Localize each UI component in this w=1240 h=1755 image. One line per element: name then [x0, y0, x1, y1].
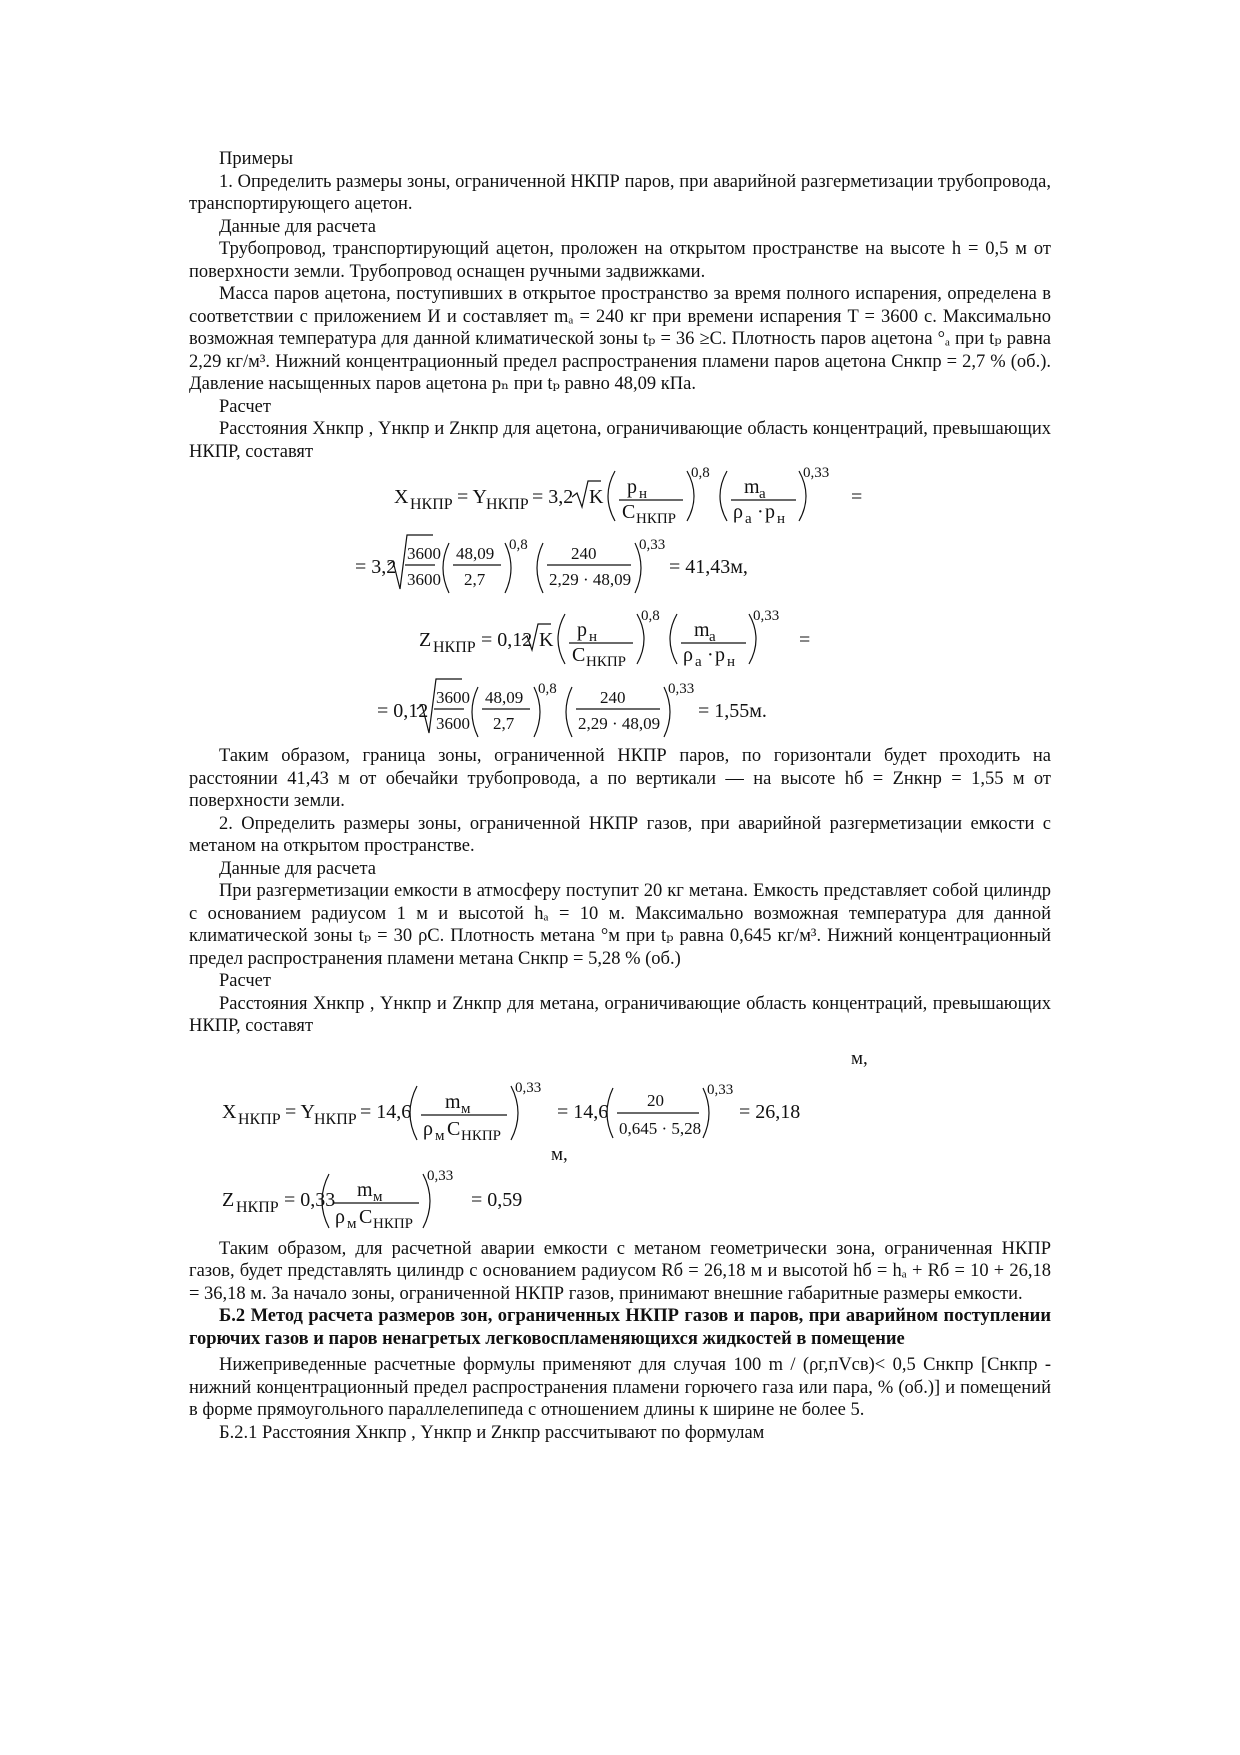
f1-t1: 3600: [407, 544, 441, 563]
methane-distances-intro: Расстояния Xнкпр , Yнкпр и Zнкпр для метана, ограничивающие область концентраций, превышающих НКПР, составят: [189, 993, 1051, 1036]
acetone-formula-block: [189, 463, 1051, 745]
f2-unit-1: м,: [851, 1047, 868, 1069]
f1-dot2: ·: [707, 644, 714, 666]
section-b2-conditions: Нижеприведенные расчетные формулы применяют для случая 100 m / (ρг,пVсв)< 0,5 Cнкпр [Cнкпр - нижний концентрационный предел распространения пламени горючего газа или пара, % (об.)] и помещений в форме прямоугольного параллелепипеда с отношением длины к ширине не более 5.: [189, 1355, 1051, 1420]
input-data-heading-1: Данные для расчета: [219, 216, 377, 237]
f1-exp2-c: 0,33: [753, 608, 780, 624]
f2-sub-z: НКПР: [236, 1198, 279, 1216]
f2-c-sub: НКПР: [461, 1127, 502, 1144]
f1-coef3: = 0,12: [481, 629, 533, 651]
f2-den: 0,645 · 5,28: [619, 1118, 702, 1138]
f1-exp1-d: 0,8: [538, 681, 557, 697]
f2-n20: 20: [647, 1090, 664, 1110]
calculation-heading-2: Расчет: [219, 971, 271, 991]
f2-exp-b: 0,33: [707, 1081, 734, 1098]
f1-rho2-sub: а: [695, 654, 702, 670]
example-1-task: 1. Определить размеры зоны, ограниченной НКПР паров, при аварийной разгерметизации трубопровода, транспортирующего ацетон.: [189, 171, 1051, 214]
f1-pn1: p: [627, 476, 637, 498]
f1-coef2: = 3,2: [355, 556, 397, 578]
f1-240-b: 240: [600, 688, 626, 707]
f1-lhs-x: X: [394, 486, 409, 508]
f1-v2: 2,7: [464, 570, 486, 589]
example-2-task: 2. Определить размеры зоны, ограниченной НКПР газов, при аварийной разгерметизации емкости с метаном на открытом пространстве.: [189, 813, 1051, 856]
f2-exp-a: 0,33: [515, 1079, 542, 1096]
f2-res: = 26,18: [739, 1100, 801, 1123]
f2-exp-c: 0,33: [427, 1167, 454, 1184]
f2-rho: ρ: [423, 1117, 433, 1140]
f1-pn2-sub: н: [589, 629, 598, 645]
f2-zrho-sub: м: [347, 1215, 357, 1232]
f1-res2: = 1,55м.: [698, 700, 767, 722]
f1-v1b: 48,09: [485, 688, 524, 707]
f1-rho1: ρ: [733, 501, 743, 523]
f2-lhs-x: X: [222, 1100, 237, 1123]
f2-lhs-z: Z: [222, 1188, 235, 1211]
f2-rho-sub: м: [435, 1127, 445, 1144]
f1-res1: = 41,43м,: [669, 556, 748, 578]
f1-exp1-a: 0,8: [691, 465, 710, 481]
f2-zcoef: = 0,33: [284, 1188, 336, 1211]
f1-coef1: = 3,2: [532, 486, 574, 508]
f1-pn2b-sub: н: [727, 654, 736, 670]
acetone-parameters: Масса паров ацетона, поступивших в открытое пространство за время полного испарения, определена в соответствии с приложением И и составляет mₐ = 240 кг при времени испарения T = 3600 с. Максимально возможная температура для данной климатической зоны tₚ = 36 ≥C. Плотность паров ацетона °ₐ при tₚ равна 2,29 кг/м³. Нижний концентрационный предел распространения пламени паров ацетона Cнкпр = 2,7 % (об.). Давление насыщенных паров ацетона pₙ при tₚ равно 48,09 кПа.: [189, 284, 1051, 394]
f2-eq2: = 14,6: [557, 1100, 609, 1123]
methane-conclusion: Таким образом, для расчетной аварии емкости с метаном геометрически зона, ограниченная НКПР газов, будет представлять цилиндр с основанием радиусом Rб = 26,18 м и высотой hб = hₐ + Rб = 10 + 26,18 = 36,18 м. За начало зоны, ограниченной НКПР газов, принимают внешние габаритные размеры емкости.: [189, 1238, 1051, 1304]
f2-zrho: ρ: [335, 1205, 345, 1228]
acetone-conclusion: Таким образом, граница зоны, ограниченной НКПР паров, по горизонтали будет проходить на расстоянии 41,43 м от обечайки трубопровода, а по вертикали — на высоте hб = Zнкнр = 1,55 м от поверхности земли.: [189, 746, 1051, 811]
document-page: [189, 148, 1051, 1444]
f1-t1b: 3600: [436, 688, 470, 707]
f1-exp1-c: 0,8: [641, 608, 660, 624]
f1-eq-end2: =: [799, 629, 811, 651]
f1-den-a: 2,29 · 48,09: [549, 570, 632, 589]
methane-formula-svg: [189, 1038, 1051, 1238]
f1-ma2: m: [694, 619, 710, 641]
section-b21-intro: Б.2.1 Расстояния Xнкпр , Yнкпр и Zнкпр рассчитывают по формулам: [219, 1422, 765, 1443]
calculation-heading-1: Расчет: [219, 396, 271, 417]
f1-exp2-b: 0,33: [639, 537, 666, 553]
methane-formula-block: [189, 1038, 1051, 1238]
f1-c1: C: [622, 501, 636, 523]
acetone-distances-intro: Расстояния Xнкпр , Yнкпр и Zнкпр для ацетона, ограничивающие область концентраций, превышающих НКПР, составят: [189, 419, 1051, 462]
f1-c2: C: [572, 644, 586, 666]
f1-pn1b: p: [765, 501, 775, 523]
f1-rho1-sub: а: [745, 511, 752, 527]
f1-t2b: 3600: [436, 714, 470, 733]
f1-sub-z: НКПР: [433, 639, 476, 656]
f1-k2: K: [539, 629, 554, 651]
f1-ma1-sub: а: [759, 486, 766, 502]
f1-rho2: ρ: [683, 644, 693, 666]
f1-t2: 3600: [407, 570, 441, 589]
examples-heading: Примеры: [219, 149, 294, 169]
f1-exp2-a: 0,33: [803, 465, 830, 481]
f2-sub-y: НКПР: [314, 1110, 357, 1128]
f1-dot1: ·: [757, 501, 764, 523]
methane-parameters: При разгерметизации емкости в атмосферу поступит 20 кг метана. Емкость представляет собой цилиндр с основанием радиусом 1 м и высотой hₐ = 10 м. Максимально возможная температура для данной климатической зоны tₚ = 30 ρC. Плотность метана °м при tₚ равна 0,645 кг/м³. Нижний концентрационный предел распространения пламени метана Cнкпр = 5,28 % (об.): [189, 881, 1051, 969]
f1-lhs-z: Z: [419, 629, 432, 651]
f1-k1: K: [589, 486, 604, 508]
f1-coef4: = 0,12: [377, 700, 429, 722]
f1-pn2b: p: [715, 644, 725, 666]
f1-den-b: 2,29 · 48,09: [578, 714, 661, 733]
f2-zc-sub: НКПР: [373, 1215, 414, 1232]
f2-mm-sub: м: [461, 1100, 471, 1117]
f1-240-a: 240: [571, 544, 597, 563]
f1-sub-x: НКПР: [410, 496, 453, 513]
f1-exp1-b: 0,8: [509, 537, 528, 553]
f2-sub-x: НКПР: [238, 1110, 281, 1128]
acetone-formula-svg: [189, 463, 1051, 745]
f1-eq-end1: =: [851, 486, 863, 508]
f1-ma2-sub: а: [709, 629, 716, 645]
f2-mm: m: [445, 1090, 461, 1113]
f2-zmm-sub: м: [373, 1188, 383, 1205]
f1-exp2-d: 0,33: [668, 681, 695, 697]
f1-pn1b-sub: н: [777, 511, 786, 527]
f2-c: C: [447, 1117, 461, 1140]
f2-eq-y: = Y: [285, 1100, 315, 1123]
section-b2-heading: Б.2 Метод расчета размеров зон, ограниченных НКПР газов и паров, при аварийном поступлении горючих газов и паров ненагретых легковоспламеняющихся жидкостей в помещение: [189, 1306, 1051, 1349]
f1-c1-sub: НКПР: [636, 511, 677, 527]
input-data-heading-2: Данные для расчета: [219, 858, 377, 879]
f2-unit-2: м,: [551, 1143, 568, 1165]
f1-pn1-sub: н: [639, 486, 648, 502]
f1-ma1: m: [744, 476, 760, 498]
f1-v1: 48,09: [456, 544, 495, 563]
f2-zres: = 0,59: [471, 1188, 523, 1211]
f2-zmm: m: [357, 1178, 373, 1201]
f1-eq-y: = Y: [457, 486, 487, 508]
f1-v2b: 2,7: [493, 714, 515, 733]
f1-sub-y: НКПР: [486, 496, 529, 513]
f2-coef: = 14,6: [360, 1100, 412, 1123]
f2-zc: C: [359, 1205, 373, 1228]
f1-c2-sub: НКПР: [586, 654, 627, 670]
f1-pn2: p: [577, 619, 587, 641]
pipeline-description: Трубопровод, транспортирующий ацетон, проложен на открытом пространстве на высоте h = 0,5 м от поверхности земли. Трубопровод оснащен ручными задвижками.: [189, 239, 1051, 282]
